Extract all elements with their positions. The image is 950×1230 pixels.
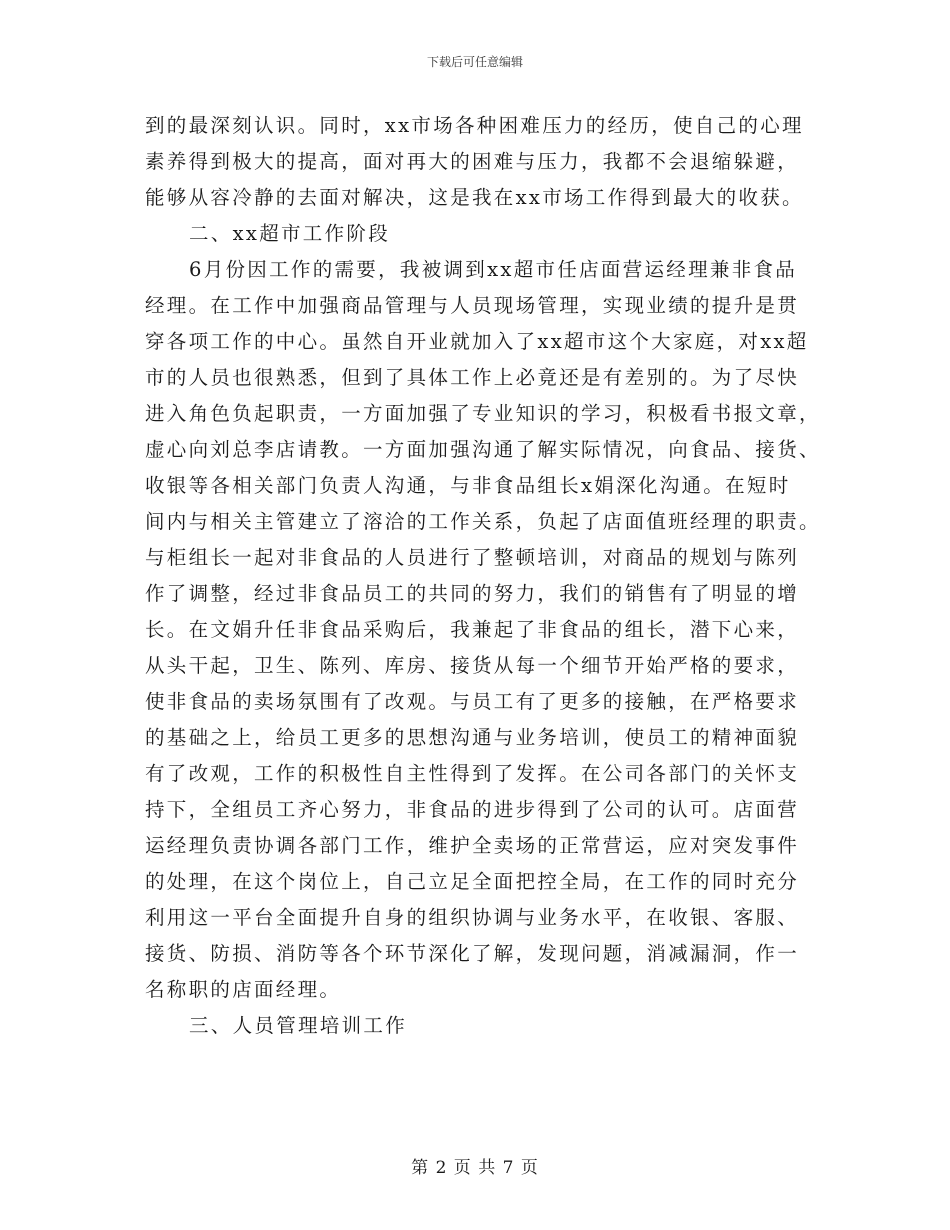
- body-line: 长。在文娟升任非食品采购后，我兼起了非食品的组长，潜下心来，: [145, 618, 800, 641]
- body-line: 经理。在工作中加强商品管理与人员现场管理，实现业绩的提升是贯: [145, 294, 800, 317]
- section-heading-2: 二、xx超市工作阶段: [189, 222, 390, 245]
- body-line: 到的最深刻认识。同时，xx市场各种困难压力的经历，使自己的心理: [145, 114, 804, 137]
- body-line: 市的人员也很熟悉，但到了具体工作上必竟还是有差别的。为了尽快: [145, 366, 800, 389]
- body-line: 的处理，在这个岗位上，自己立足全面把控全局，在工作的同时充分: [145, 870, 800, 893]
- page-header-note: 下载后可任意编辑: [426, 55, 523, 69]
- body-line: 进入角色负起职责，一方面加强了专业知识的学习，积极看书报文章，: [145, 402, 821, 425]
- body-line: 作了调整，经过非食品员工的共同的努力，我们的销售有了明显的增: [145, 582, 800, 605]
- body-line: 从头干起，卫生、陈列、库房、接货从每一个细节开始严格的要求，: [145, 654, 800, 677]
- body-line: 使非食品的卖场氛围有了改观。与员工有了更多的接触，在严格要求: [145, 690, 800, 713]
- body-line: 名称职的店面经理。: [145, 978, 342, 1001]
- body-line: 有了改观，工作的积极性自主性得到了发挥。在公司各部门的关怀支: [145, 762, 800, 785]
- body-line: 间内与相关主管建立了溶洽的工作关系，负起了店面值班经理的职责。: [145, 510, 821, 533]
- body-line: 接货、防损、消防等各个环节深化了解，发现问题，消减漏洞，作一: [145, 942, 800, 965]
- section-heading-3: 三、人员管理培训工作: [189, 1014, 408, 1037]
- body-line: 穿各项工作的中心。虽然自开业就加入了xx超市这个大家庭，对xx超: [145, 330, 809, 353]
- body-line: 虚心向刘总李店请教。一方面加强沟通了解实际情况，向食品、接货、: [145, 438, 821, 461]
- body-line: 持下，全组员工齐心努力，非食品的进步得到了公司的认可。店面营: [145, 798, 800, 821]
- body-line: 的基础之上，给员工更多的思想沟通与业务培训，使员工的精神面貌: [145, 726, 800, 749]
- body-line: 与柜组长一起对非食品的人员进行了整顿培训，对商品的规划与陈列: [145, 546, 800, 569]
- page-number: 第 2 页 共 7 页: [411, 1158, 539, 1178]
- body-line: 6月份因工作的需要，我被调到xx超市任店面营运经理兼非食品: [189, 258, 798, 281]
- body-line: 运经理负责协调各部门工作，维护全卖场的正常营运，应对突发事件: [145, 834, 800, 857]
- document-body: [145, 108, 821, 1044]
- body-line: 能够从容冷静的去面对解决，这是我在xx市场工作得到最大的收获。: [145, 186, 804, 209]
- body-line: 利用这一平台全面提升自身的组织协调与业务水平，在收银、客服、: [145, 906, 800, 929]
- body-line: 收银等各相关部门负责人沟通，与非食品组长x娟深化沟通。在短时: [145, 474, 791, 497]
- body-line: 素养得到极大的提高，面对再大的困难与压力，我都不会退缩躲避，: [145, 150, 800, 173]
